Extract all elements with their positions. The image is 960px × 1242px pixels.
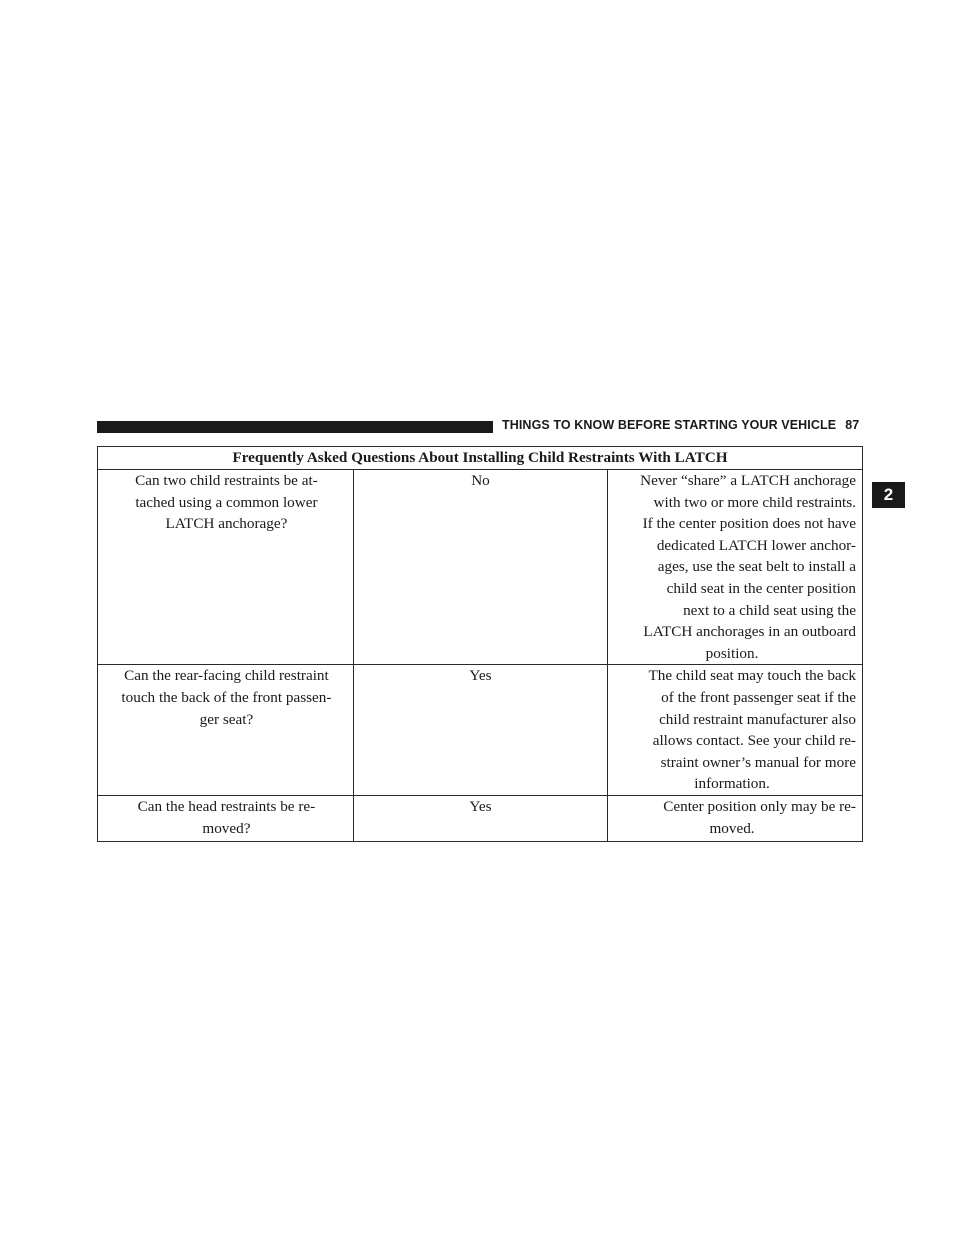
question-cell bbox=[98, 665, 354, 796]
detail-line: The child seat may touch the back bbox=[648, 667, 856, 685]
detail-line: ages, use the seat belt to install a bbox=[657, 558, 856, 576]
table-row bbox=[98, 470, 863, 665]
faq-table bbox=[97, 446, 863, 842]
detail-line: Never “share” a LATCH anchorage bbox=[640, 472, 856, 489]
question-line: tached using a common lower bbox=[135, 493, 318, 511]
table-title-row bbox=[98, 447, 863, 470]
question-cell bbox=[98, 470, 354, 665]
question-line: moved? bbox=[202, 819, 251, 837]
question-line: Can the rear-facing child restraint bbox=[124, 667, 329, 685]
question-line: Can the head restraints be re- bbox=[137, 797, 316, 815]
answer-cell: Yes bbox=[353, 795, 607, 841]
table-title: Frequently Asked Questions About Installing Child Restraints With LATCH bbox=[98, 447, 863, 470]
detail-line: position. bbox=[705, 644, 759, 662]
running-header bbox=[502, 418, 859, 432]
question-line: touch the back of the front passen- bbox=[121, 688, 332, 706]
section-title: THINGS TO KNOW BEFORE STARTING YOUR VEHICLE bbox=[502, 418, 837, 432]
detail-line: of the front passenger seat if the bbox=[661, 688, 856, 706]
answer-cell: Yes bbox=[353, 665, 607, 796]
question-cell bbox=[98, 795, 354, 841]
detail-line: moved. bbox=[709, 819, 755, 837]
detail-line: information. bbox=[694, 775, 770, 793]
table-row bbox=[98, 795, 863, 841]
detail-line: child seat in the center position bbox=[666, 579, 856, 597]
chapter-tab[interactable]: 2 bbox=[872, 482, 905, 508]
header-rule-bar bbox=[97, 421, 493, 433]
detail-line: allows contact. See your child re- bbox=[652, 732, 856, 750]
question-line: Can two child restraints be at- bbox=[135, 472, 318, 489]
detail-line: child restraint manufacturer also bbox=[659, 710, 856, 728]
detail-cell bbox=[608, 470, 863, 665]
detail-line: dedicated LATCH lower anchor- bbox=[656, 536, 856, 554]
table-row bbox=[98, 665, 863, 796]
detail-line: next to a child seat using the bbox=[683, 601, 856, 619]
detail-line: with two or more child restraints. bbox=[653, 493, 856, 511]
answer-cell: No bbox=[353, 470, 607, 665]
question-line: LATCH anchorage? bbox=[165, 515, 288, 533]
detail-line: LATCH anchorages in an outboard bbox=[643, 623, 856, 641]
detail-cell bbox=[608, 795, 863, 841]
detail-line: Center position only may be re- bbox=[663, 797, 856, 815]
detail-line: If the center position does not have bbox=[642, 515, 856, 533]
detail-cell bbox=[608, 665, 863, 796]
question-line: ger seat? bbox=[199, 710, 254, 728]
detail-line: straint owner’s manual for more bbox=[660, 753, 856, 771]
page-number: 87 bbox=[845, 418, 860, 432]
